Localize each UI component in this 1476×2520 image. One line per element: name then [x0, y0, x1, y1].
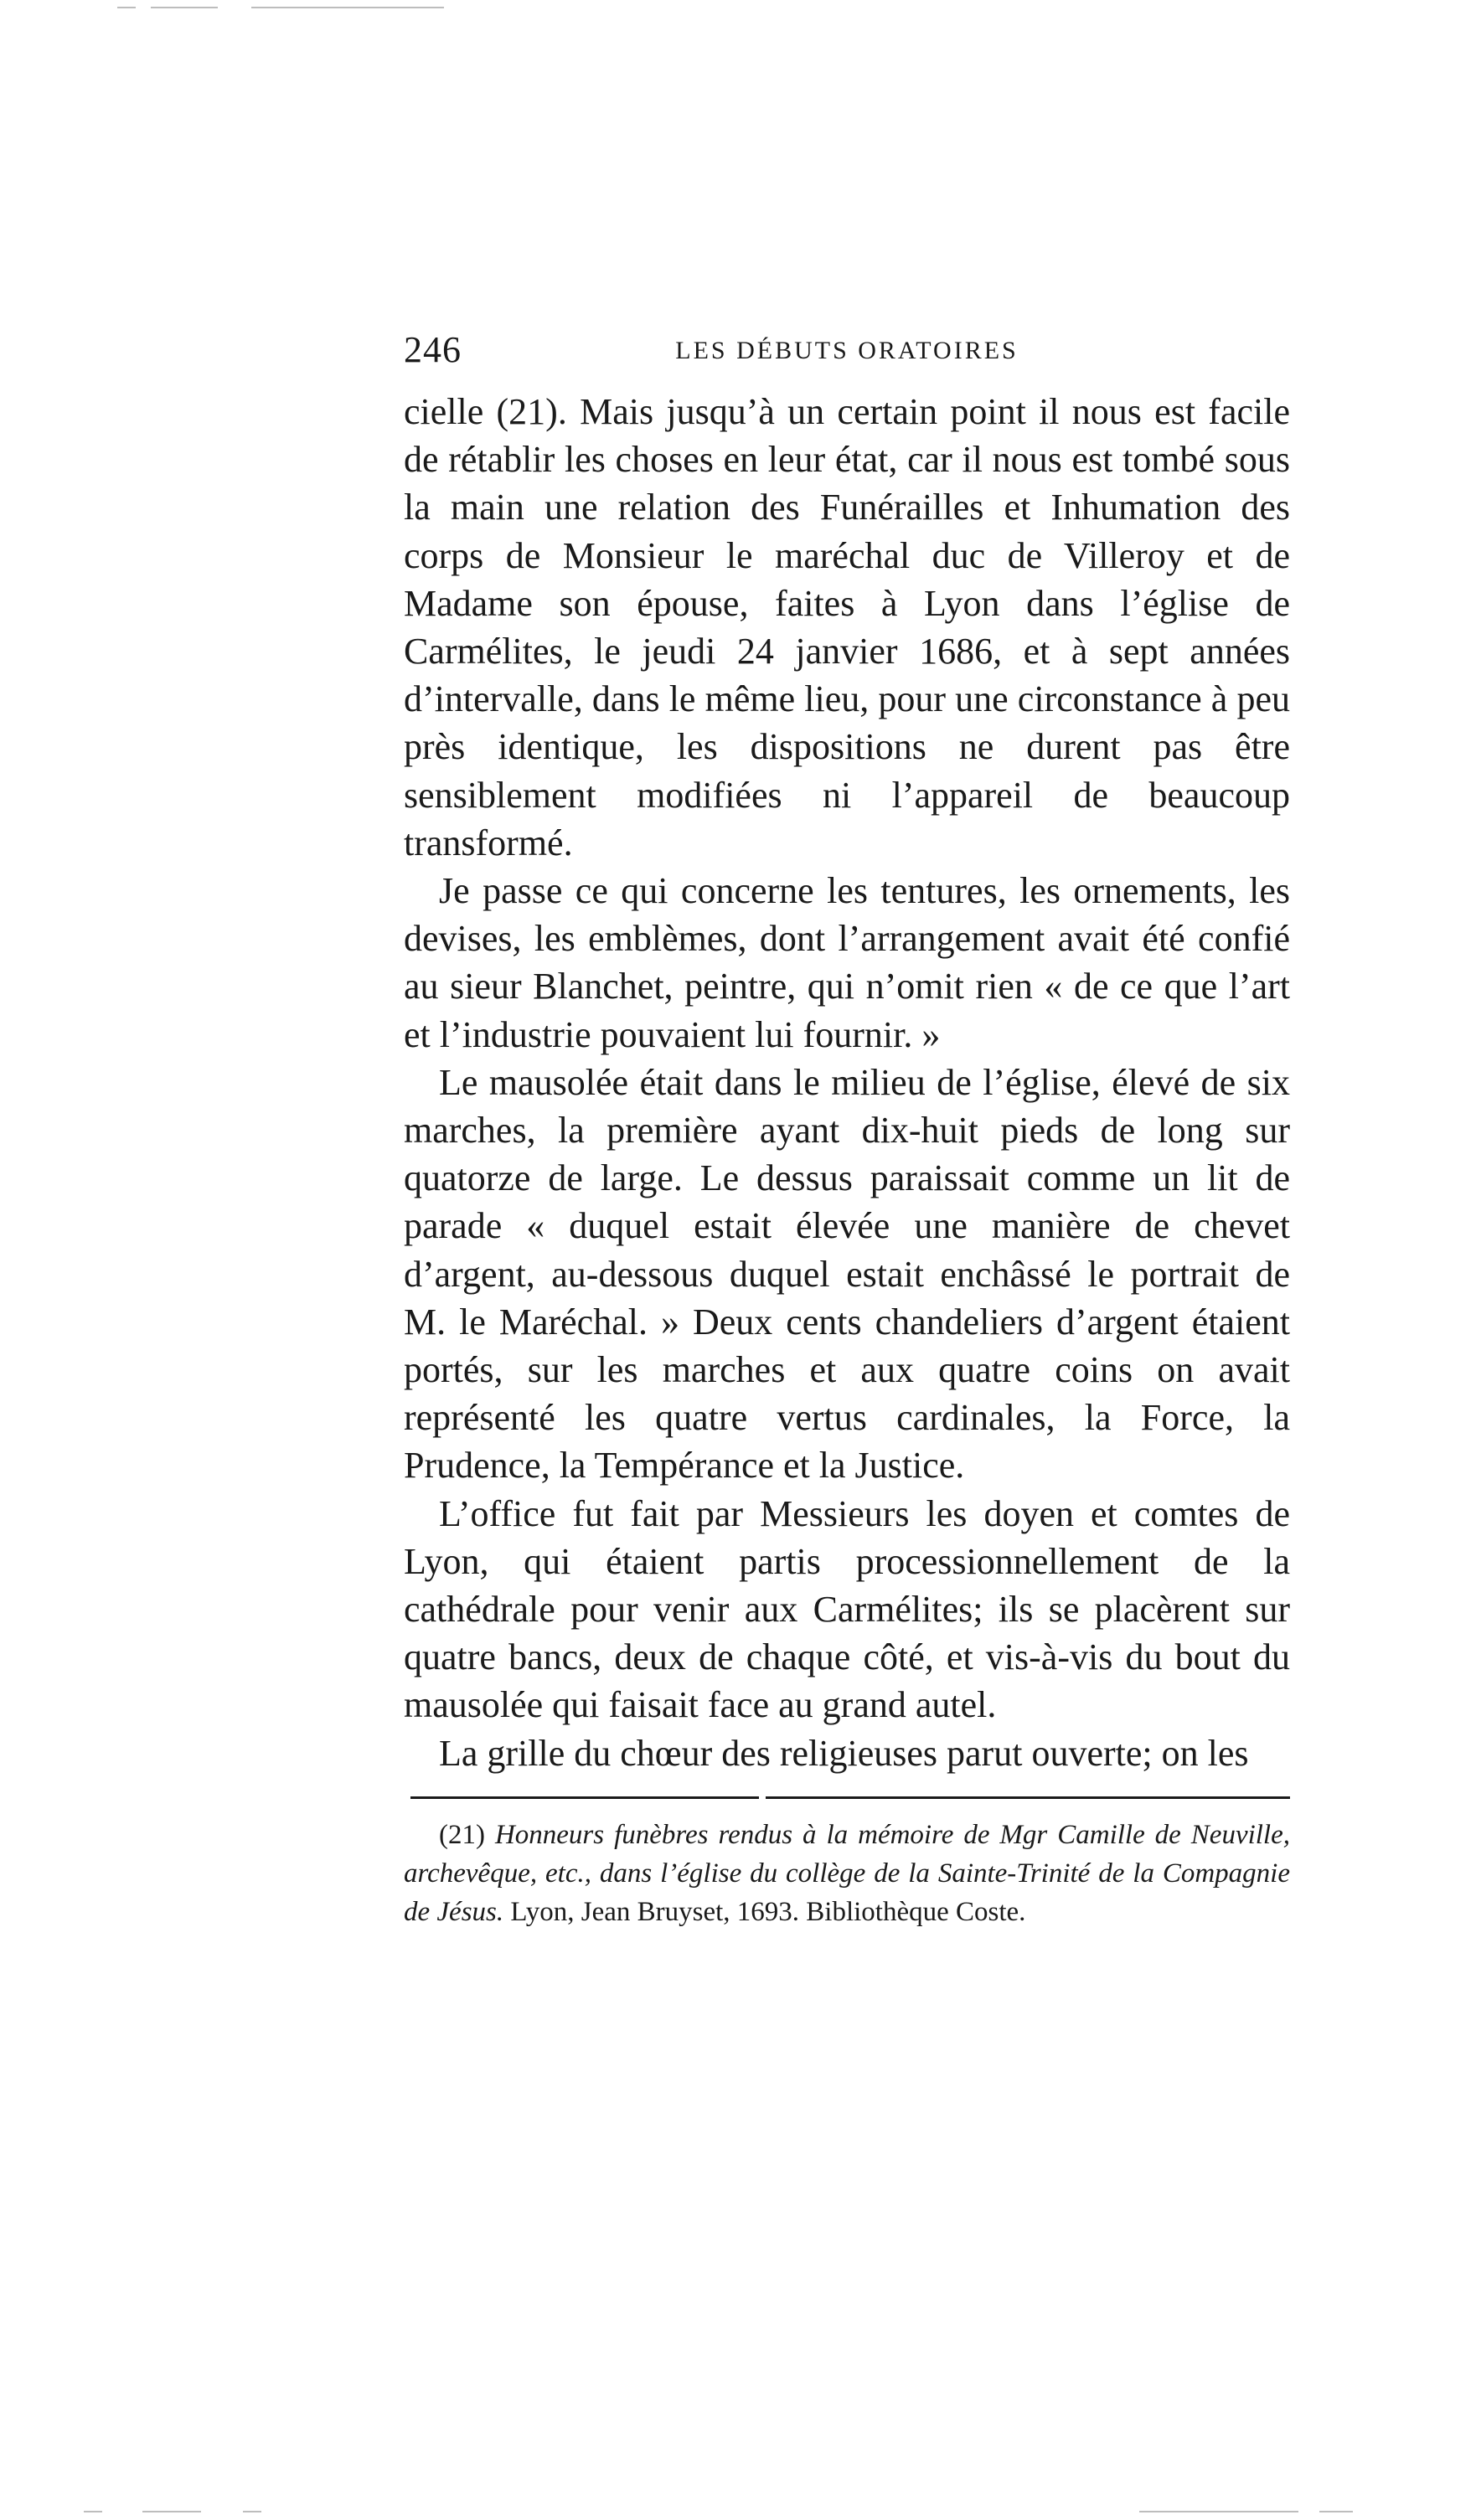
scan-mark-bottom: [1319, 2511, 1353, 2512]
page-number: 246: [404, 329, 462, 370]
page-header: [404, 325, 1290, 375]
scan-mark-top: [151, 7, 218, 8]
footnote-marker: (21): [439, 1820, 485, 1850]
paragraph: cielle (21). Mais jusqu’à un certain point il nous est facile de rétablir les choses en leur état, car il nous est tombé sous la main une relation des Funérailles et Inhumation des corps de Monsieur le maréchal duc de Villeroy et de Madame son épouse, faites à Lyon dans l’église de Carmélites, le jeudi 24 janvier 1686, et à sept années d’intervalle, dans le même lieu, pour une circonstance à peu près identique, les dispositions ne durent pas être sensiblement modifiées ni l’appareil de beaucoup transformé.: [404, 391, 1290, 863]
footnote-rule-gap: [759, 1796, 766, 1801]
footnote-title: Honneurs funèbres rendus à la mémoire de Mgr Camille de Neuville, archevêque, etc., dans l’église du collège de la Sainte-Trinité de la Compagnie de Jésus.: [404, 1820, 1291, 1927]
scan-mark-bottom: [243, 2511, 261, 2512]
footnote: [404, 1816, 1290, 1931]
paragraph: L’office fut fait par Messieurs les doyen et comtes de Lyon, qui étaient partis processionnellement de la cathédrale pour venir aux Carmélites; ils se placèrent sur quatre bancs, deux de chaque côté, et vis-à-vis du bout du mausolée qui faisait face au grand autel.: [404, 1492, 1290, 1726]
footnotes: [404, 1816, 1290, 1931]
paragraph: Le mausolée était dans le milieu de l’église, élevé de six marches, la première ayant dix-huit pieds de long sur quatorze de large. Le dessus paraissait comme un lit de parade « duquel estait élevée une manière de chevet d’argent, au-dessous duquel estait enchâssé le portrait de M. le Maréchal. » Deux cents chandeliers d’argent étaient portés, sur les marches et aux quatre coins on avait représenté les quatre vertus cardinales, la Force, la Prudence, la Tempérance et la Justice.: [404, 1061, 1290, 1487]
body-text: [404, 388, 1290, 1777]
footnote-rule: [410, 1796, 1290, 1799]
scan-mark-bottom: [1139, 2511, 1298, 2512]
scan-mark-bottom: [142, 2511, 201, 2512]
scan-mark-bottom: [84, 2511, 102, 2512]
running-title: LES DÉBUTS ORATOIRES: [675, 337, 1019, 364]
scan-mark-top: [117, 7, 136, 8]
paragraph: Je passe ce qui concerne les tentures, les ornements, les devises, les emblèmes, dont l’arrangement avait été confié au sieur Blanchet, peintre, qui n’omit rien « de ce que l’art et l’industrie pouvaient lui fournir. »: [404, 870, 1290, 1055]
scan-mark-top: [251, 7, 444, 8]
paragraph: La grille du chœur des religieuses parut ouverte; on les: [439, 1732, 1249, 1774]
footnote-publication: Lyon, Jean Bruyset, 1693. Bibliothèque Coste.: [510, 1897, 1026, 1927]
